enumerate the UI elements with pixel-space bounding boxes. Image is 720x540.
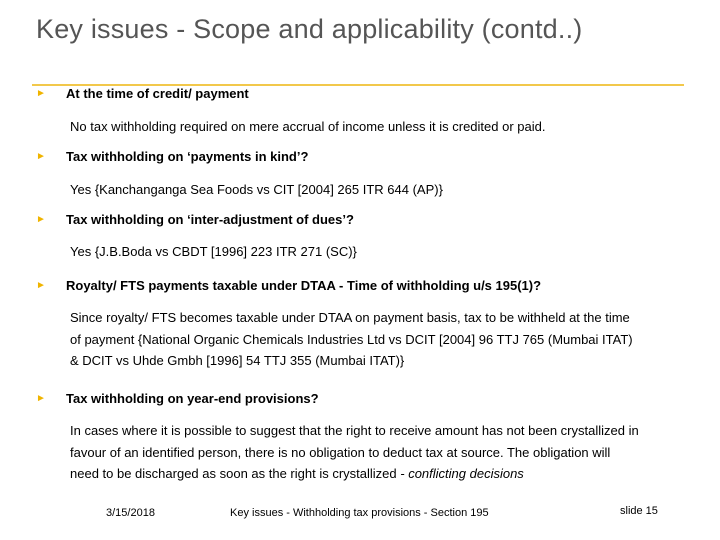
body-line: favour of an identified person, there is no obligation to deduct tax at source. The obligation will (70, 444, 611, 460)
arrow-right-icon: ► (36, 214, 46, 225)
footer-date: 3/15/2018 (106, 507, 155, 519)
bullet-body (70, 179, 443, 201)
arrow-right-icon: ► (36, 88, 46, 99)
conflicting-decisions-note: - conflicting decisions (400, 466, 524, 481)
body-line: In cases where it is possible to suggest that the right to receive amount has not been crystallized in (70, 423, 639, 438)
bullet-item-5 (36, 391, 319, 406)
body-line (70, 463, 639, 485)
arrow-right-icon: ► (36, 393, 46, 404)
bullet-heading: At the time of credit/ payment (66, 86, 249, 101)
bullet-heading: Royalty/ FTS payments taxable under DTAA - Time of withholding u/s 195(1)? (66, 278, 542, 293)
bullet-body (70, 116, 545, 138)
body-line: Yes {Kanchanganga Sea Foods vs CIT [2004] 265 ITR 644 (AP)} (70, 182, 443, 197)
bullet-heading: Tax withholding on year-end provisions? (66, 391, 319, 406)
body-line-text: need to be discharged as soon as the right is crystallized (70, 466, 401, 481)
bullet-item-2 (36, 149, 308, 164)
bullet-item-1 (36, 86, 249, 101)
body-line: No tax withholding required on mere accrual of income unless it is credited or paid. (70, 119, 546, 134)
bullet-item-4 (36, 278, 541, 293)
body-line: of payment {National Organic Chemicals Industries Ltd vs DCIT [2004] 96 TTJ 765 (Mumbai ITAT) (70, 331, 633, 347)
slide-title: Key issues - Scope and applicability (contd..) (36, 14, 583, 44)
bullet-heading: Tax withholding on ‘payments in kind’? (66, 149, 309, 164)
bullet-heading: Tax withholding on ‘inter-adjustment of dues’? (66, 212, 354, 227)
bullet-body (70, 420, 639, 485)
body-line: Yes {J.B.Boda vs CBDT [1996] 223 ITR 271 (SC)} (70, 244, 357, 259)
bullet-body (70, 307, 633, 372)
bullet-body (70, 241, 357, 263)
arrow-right-icon: ► (36, 151, 46, 162)
footer-slide-number: slide 15 (620, 505, 658, 517)
footer-center-text: Key issues - Withholding tax provisions - Section 195 (230, 507, 489, 519)
body-line: Since royalty/ FTS becomes taxable under DTAA on payment basis, tax to be withheld at the time (70, 310, 630, 325)
body-line: & DCIT vs Uhde Gmbh [1996] 54 TTJ 355 (Mumbai ITAT)} (70, 353, 405, 368)
bullet-item-3 (36, 212, 354, 227)
arrow-right-icon: ► (36, 280, 46, 291)
